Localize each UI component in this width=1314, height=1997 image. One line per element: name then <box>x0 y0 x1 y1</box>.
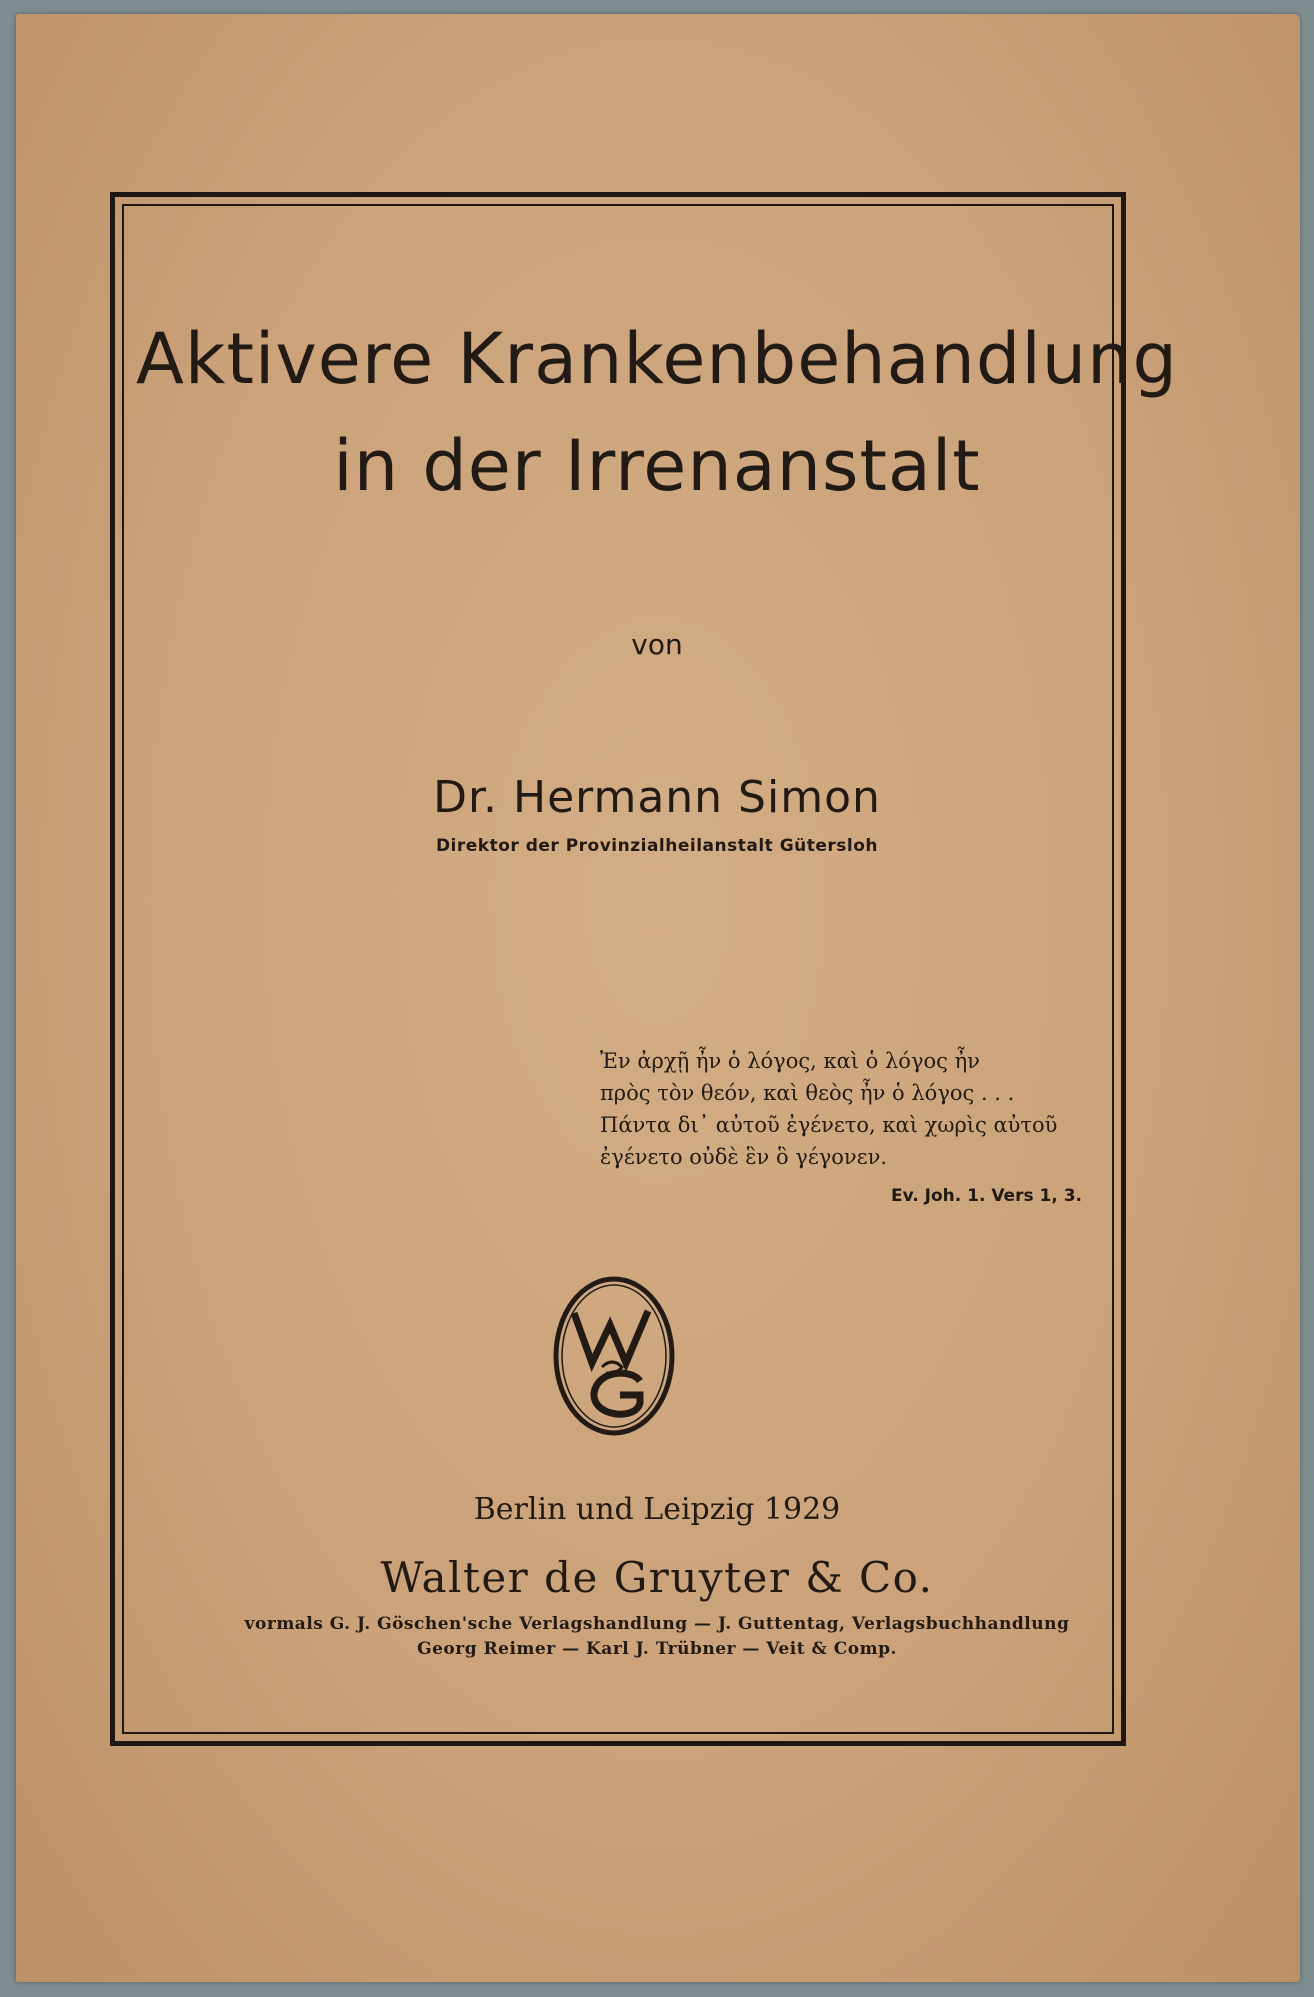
epigraph-line: πρὸς τὸν θεόν, καὶ θεὸς ἦν ὁ λόγος . . . <box>600 1081 1015 1105</box>
epigraph-line: ἐγένετο οὐδὲ ἓν ὃ γέγονεν. <box>600 1145 888 1169</box>
epigraph-line: Ἐν ἀρχῇ ἦν ὁ λόγος, καὶ ὁ λόγος ἦν <box>600 1049 980 1073</box>
author-position: Direktor der Provinzialheilanstalt Gütersloh <box>435 836 879 856</box>
by-label: von <box>631 628 683 661</box>
epigraph-line: Πάντα δι᾽ αὐτοῦ ἐγένετο, καὶ χωρὶς αὐτοῦ <box>600 1113 1058 1137</box>
title-line-1: Aktivere Krankenbehandlung <box>136 318 1178 400</box>
publisher-history-line-2: Georg Reimer — Karl J. Trübner — Veit & Comp. <box>417 1639 897 1659</box>
publisher-history-line-1: vormals G. J. Göschen'sche Verlagshandlung — J. Guttentag, Verlagsbuchhandlung <box>244 1614 1070 1634</box>
publisher-logo-icon <box>552 1275 676 1437</box>
publisher-name: Walter de Gruyter & Co. <box>380 1553 934 1602</box>
title-line-2: in der Irrenanstalt <box>333 425 981 507</box>
epigraph-source: Ev. Joh. 1. Vers 1, 3. <box>890 1186 1082 1206</box>
author-name: Dr. Hermann Simon <box>433 772 881 823</box>
place-and-year: Berlin und Leipzig 1929 <box>473 1492 841 1527</box>
greek-epigraph <box>600 1045 1086 1173</box>
